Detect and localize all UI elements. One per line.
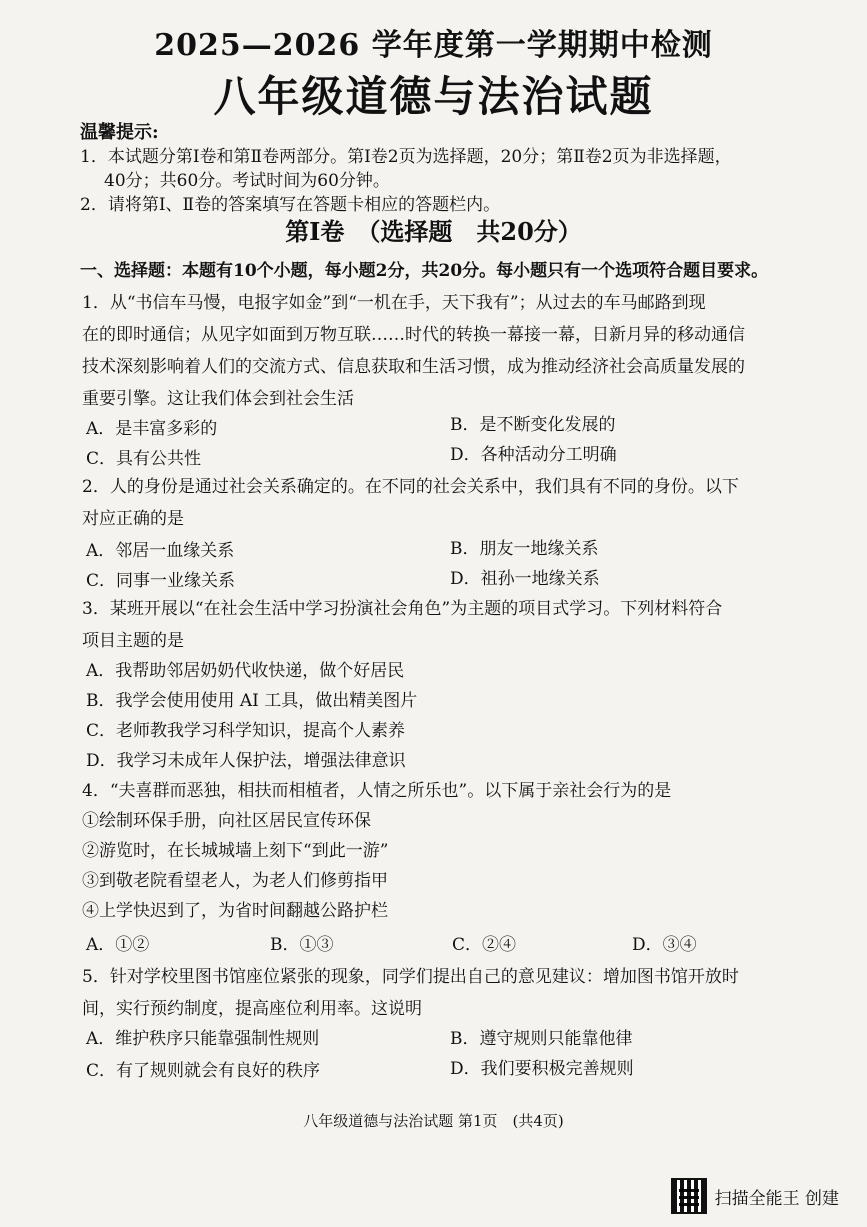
tip-line-1: 1．本试题分第Ⅰ卷和第Ⅱ卷两部分。第Ⅰ卷2页为选择题，20分；第Ⅱ卷2页为非选择题， [80, 147, 732, 167]
qr-code-icon [671, 1178, 707, 1214]
q3-option-b: B．我学会使用使用 AI 工具，做出精美图片 [86, 691, 418, 711]
page-footer: 八年级道德与法治试题 第1页 (共4页) [303, 1112, 564, 1130]
tip-line-1b: 40分；共60分。考试时间为60分钟。 [104, 171, 390, 191]
q3-option-d: D．我学习未成年人保护法，增强法律意识 [86, 751, 406, 771]
q2-option-a: A．邻居一血缘关系 [86, 541, 235, 561]
q3-line-1: 3．某班开展以“在社会生活中学习扮演社会角色”为主题的项目式学习。下列材料符合 [82, 599, 723, 619]
q1-line-1: 1．从“书信车马慢，电报字如金”到“一机在手，天下我有”；从过去的车马邮路到现 [82, 293, 706, 313]
q4-statement-3: ③到敬老院看望老人，为老人们修剪指甲 [82, 871, 388, 891]
q1-line-2: 在的即时通信；从见字如面到万物互联……时代的转换一幕接一幕，日新月异的移动通信 [82, 325, 745, 345]
q1-option-d: D．各种活动分工明确 [450, 445, 617, 465]
q4-statement-2: ②游览时，在长城城墙上刻下“到此一游” [82, 841, 389, 861]
q4-statement-1: ①绘制环保手册，向社区居民宣传环保 [82, 811, 371, 831]
q2-option-d: D．祖孙一地缘关系 [450, 569, 600, 589]
q1-line-4: 重要引擎。这让我们体会到社会生活 [82, 389, 354, 409]
q3-option-a: A．我帮助邻居奶奶代收快递，做个好居民 [86, 661, 405, 681]
q2-option-c: C．同事一业缘关系 [86, 571, 236, 591]
scanner-watermark [671, 1178, 839, 1214]
q1-option-a: A．是丰富多彩的 [86, 419, 218, 439]
q3-option-c: C．老师教我学习科学知识，提高个人素养 [86, 721, 406, 741]
q1-option-b: B．是不断变化发展的 [450, 415, 616, 435]
section-instruction: 一、选择题：本题有10个小题，每小题2分，共20分。每小题只有一个选项符合题目要求。 [80, 261, 769, 281]
q1-line-3: 技术深刻影响着人们的交流方式、信息获取和生活习惯，成为推动经济社会高质量发展的 [82, 357, 745, 377]
exam-title: 2025—2026 学年度第一学期期中检测 [154, 28, 713, 63]
q5-option-b: B．遵守规则只能靠他律 [450, 1029, 633, 1049]
q5-option-c: C．有了规则就会有良好的秩序 [86, 1061, 321, 1081]
q4-line-1: 4．“夫喜群而恶独，相扶而相植者，人情之所乐也”。以下属于亲社会行为的是 [82, 781, 672, 801]
q5-line-2: 间，实行预约制度，提高座位利用率。这说明 [82, 999, 422, 1019]
q4-option-a: A．①② [86, 935, 150, 955]
q4-option-c: C．②④ [452, 935, 517, 955]
q4-option-b: B．①③ [270, 935, 334, 955]
q3-line-2: 项目主题的是 [82, 631, 184, 651]
q2-line-2: 对应正确的是 [82, 509, 184, 529]
q5-option-d: D．我们要积极完善规则 [450, 1059, 634, 1079]
q5-option-a: A．维护秩序只能靠强制性规则 [86, 1029, 320, 1049]
scanner-label: 扫描全能王 创建 [714, 1188, 839, 1209]
q4-option-d: D．③④ [632, 935, 697, 955]
q5-line-1: 5．针对学校里图书馆座位紧张的现象，同学们提出自己的意见建议：增加图书馆开放时 [82, 967, 739, 987]
q4-statement-4: ④上学快迟到了，为省时间翻越公路护栏 [82, 901, 388, 921]
q2-line-1: 2．人的身份是通过社会关系确定的。在不同的社会关系中，我们具有不同的身份。以下 [82, 477, 739, 497]
tips-heading: 温馨提示: [80, 122, 159, 143]
section-title: 第Ⅰ卷 （选择题 共20分） [285, 217, 582, 246]
tip-line-2: 2．请将第Ⅰ、Ⅱ卷的答案填写在答题卡相应的答题栏内。 [80, 195, 501, 215]
q1-option-c: C．具有公共性 [86, 449, 202, 469]
exam-subject-title: 八年级道德与法治试题 [213, 72, 654, 121]
q2-option-b: B．朋友一地缘关系 [450, 539, 599, 559]
